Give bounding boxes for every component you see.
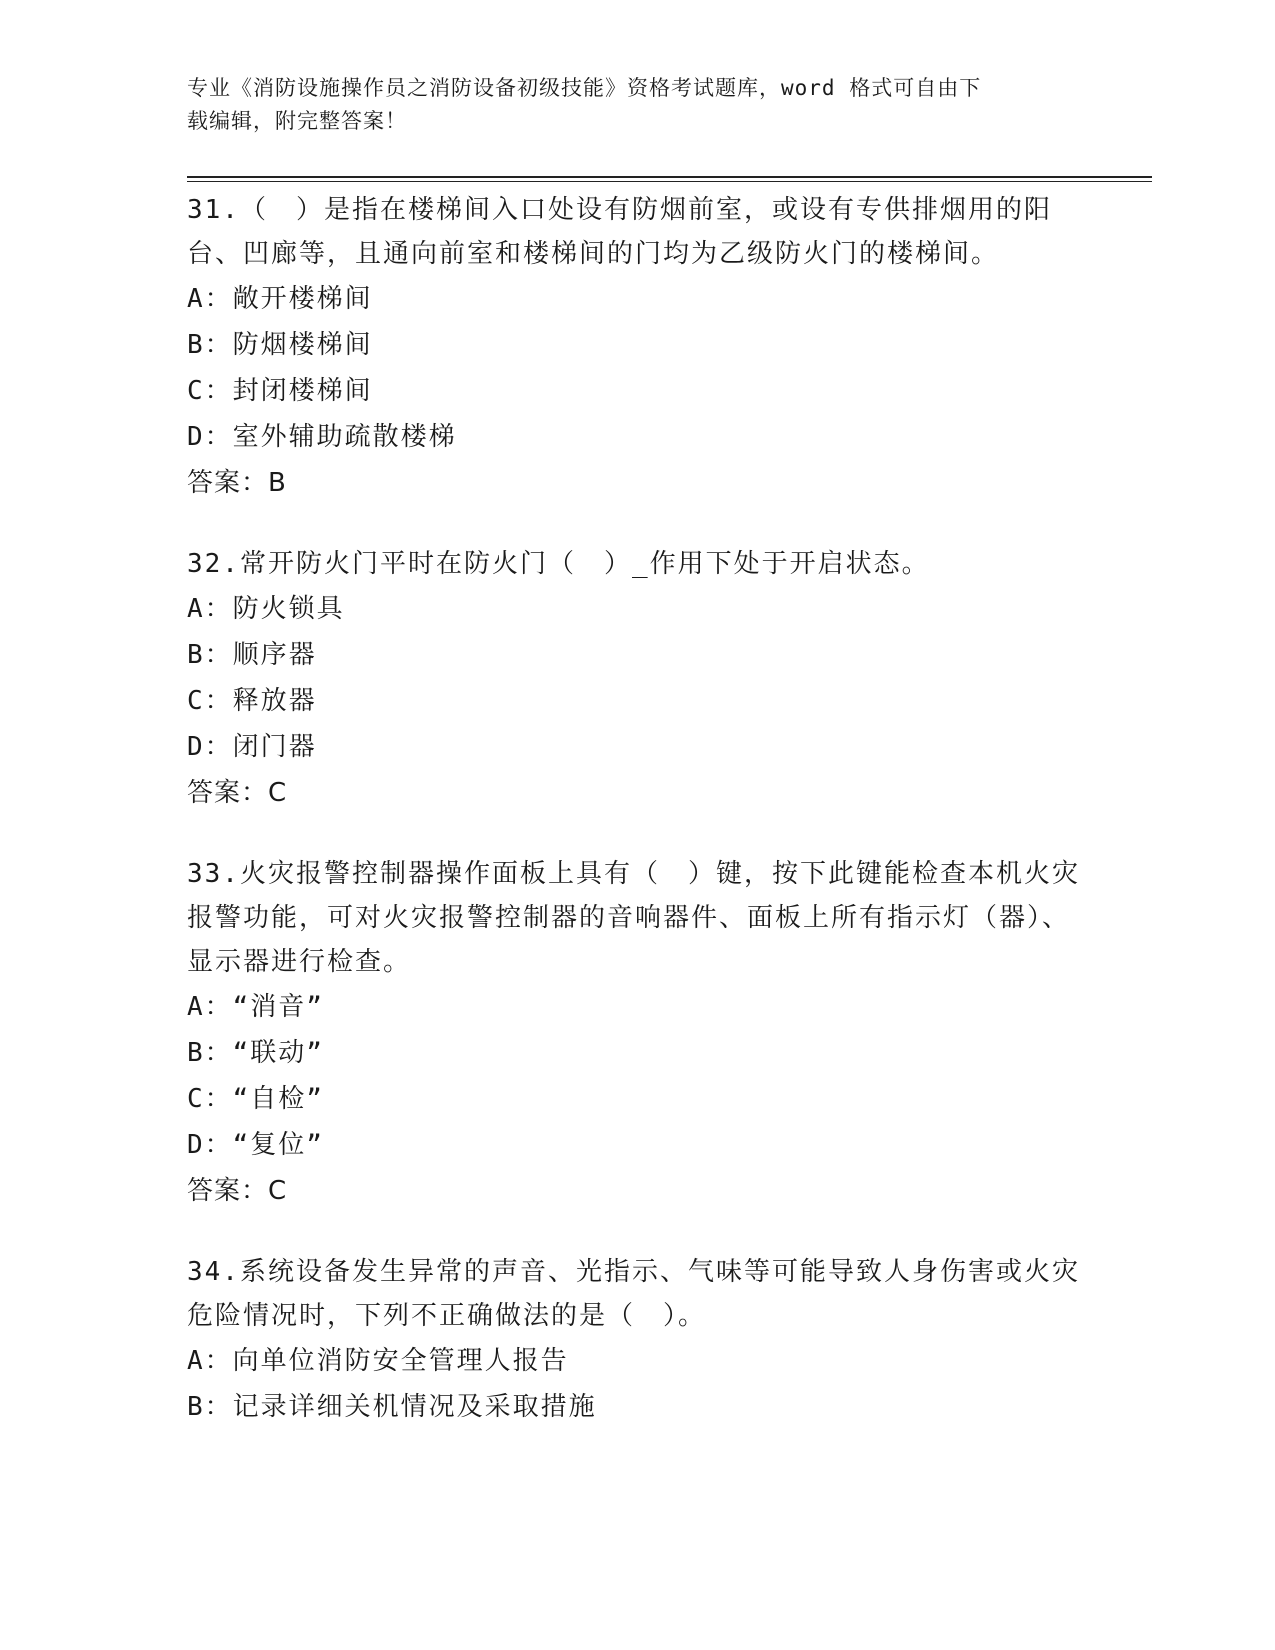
option-a: A：防火锁具 xyxy=(187,594,345,624)
option-c: C：“自检” xyxy=(187,1084,324,1114)
answer: 答案：C xyxy=(187,1176,288,1206)
question-34 xyxy=(187,1250,1087,1430)
option-a: A：“消音” xyxy=(187,992,324,1022)
header-line-2: 载编辑，附完整答案！ xyxy=(187,109,407,133)
option-c: C：释放器 xyxy=(187,686,317,716)
header-divider-thick xyxy=(187,176,1152,178)
option-a: A：向单位消防安全管理人报告 xyxy=(187,1346,569,1376)
answer: 答案：B xyxy=(187,468,287,498)
question-stem: 33.火灾报警控制器操作面板上具有（ ）键，按下此键能检查本机火灾报警功能，可对火灾报警控制器的音响器件、面板上所有指示灯（器）、显示器进行检查。 xyxy=(187,859,1080,977)
header-divider-thin xyxy=(187,181,1152,182)
question-list xyxy=(187,188,1087,1466)
question-stem: 34.系统设备发生异常的声音、光指示、气味等可能导致人身伤害或火灾危险情况时，下列不正确做法的是（ ）。 xyxy=(187,1257,1080,1331)
option-a: A：敞开楼梯间 xyxy=(187,284,373,314)
option-b: B：记录详细关机情况及采取措施 xyxy=(187,1392,597,1422)
question-stem: 32.常开防火门平时在防火门（ ）_作用下处于开启状态。 xyxy=(187,549,930,579)
document-header xyxy=(187,72,1077,138)
option-b: B：“联动” xyxy=(187,1038,324,1068)
option-d: D：室外辅助疏散楼梯 xyxy=(187,422,457,452)
answer: 答案：C xyxy=(187,778,288,808)
option-d: D：“复位” xyxy=(187,1130,324,1160)
option-b: B：顺序器 xyxy=(187,640,317,670)
header-line-1: 专业《消防设施操作员之消防设备初级技能》资格考试题库，word 格式可自由下 xyxy=(187,76,982,100)
question-33 xyxy=(187,852,1087,1214)
question-stem: 31.（ ）是指在楼梯间入口处设有防烟前室，或设有专供排烟用的阳台、凹廊等，且通向前室和楼梯间的门均为乙级防火门的楼梯间。 xyxy=(187,195,1052,269)
question-31 xyxy=(187,188,1087,506)
option-c: C：封闭楼梯间 xyxy=(187,376,373,406)
option-b: B：防烟楼梯间 xyxy=(187,330,373,360)
question-32 xyxy=(187,542,1087,816)
option-d: D：闭门器 xyxy=(187,732,317,762)
